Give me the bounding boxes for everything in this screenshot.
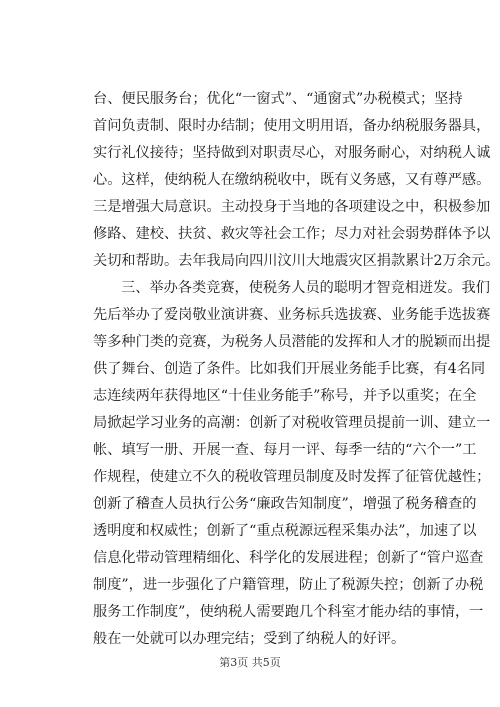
text-line: 透明度和权威性；创新了“重点税源远程采集办法”，加速了以 [93, 523, 477, 539]
text-line: 作规程，使建立不久的税收管理员制度及时发挥了征管优越性； [93, 469, 491, 485]
text-line: 修路、建校、扶贫、救灾等社会工作；尽力对社会弱势群体予以 [93, 226, 491, 242]
text-line: 实行礼仪接待；坚持做到对职责尽心，对服务耐心，对纳税人诚 [93, 145, 491, 161]
text-line: 先后举办了爱岗敬业演讲赛、业务标兵选拔赛、业务能手选拔赛 [93, 307, 491, 323]
page-number-footer: 第3页 共5页 [219, 656, 281, 669]
text-line: 志连续两年获得地区“十佳业务能手”称号，并予以重奖；在全 [93, 388, 477, 404]
text-line: 制度”，进一步强化了户籍管理，防止了税源失控；创新了办税 [93, 577, 484, 593]
text-line: 帐、填写一册、开展一查、每月一评、每季一结的“六个一”工 [93, 442, 477, 458]
text-line: 供了舞台、创造了条件。比如我们开展业务能手比赛，有4名同 [93, 361, 486, 377]
text-line: 服务工作制度”，使纳税人需要跑几个科室才能办结的事情，一 [93, 604, 484, 620]
document-body [93, 86, 500, 653]
section-heading-line: 三、举办各类竞赛，使税务人员的聪明才智竞相迸发。我们 [121, 280, 490, 296]
text-line: 心。这样，使纳税人在缴纳税收中，既有义务感，又有尊严感。 [93, 172, 491, 188]
text-line: 般在一处就可以办理完结；受到了纳税人的好评。 [93, 631, 406, 647]
text-line: 创新了稽查人员执行公务“廉政告知制度”，增强了税务稽查的 [93, 496, 477, 512]
text-line: 首问负责制、限时办结制；使用文明用语，备办纳税服务器具， [93, 118, 491, 134]
text-line: 信息化带动管理精细化、科学化的发展进程；创新了“管户巡查 [93, 550, 484, 566]
text-line: 等多种门类的竞赛，为税务人员潜能的发挥和人才的脱颖而出提 [93, 334, 491, 350]
text-line: 台、便民服务台；优化“一窗式”、“通窗式”办税模式；坚持 [93, 91, 463, 107]
text-line: 关切和帮助。去年我局向四川汶川大地震灾区捐款累计2万余元。 [93, 253, 500, 269]
text-line: 局掀起学习业务的高潮：创新了对税收管理员提前一训、建立一 [93, 415, 491, 431]
text-line: 三是增强大局意识。主动投身于当地的各项建设之中，积极参加 [93, 199, 491, 215]
